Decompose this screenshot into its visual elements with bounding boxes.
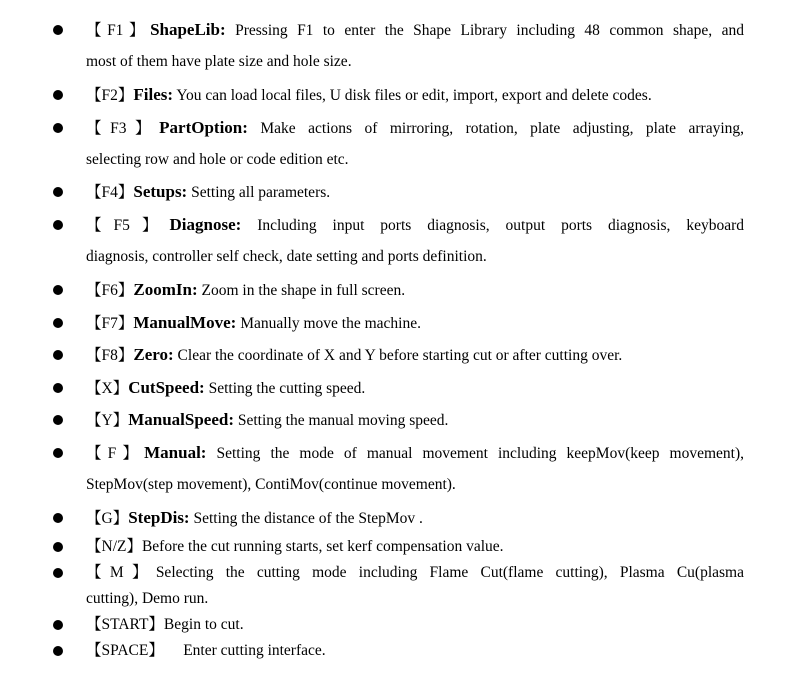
bullet-icon [53, 383, 63, 393]
function-name: Manual: [144, 443, 207, 462]
item-line [86, 378, 744, 399]
bullet-icon [53, 620, 63, 630]
key-label: 【X】 [86, 380, 129, 397]
description: Setting the distance of the StepMov . [189, 510, 423, 527]
item-line [86, 215, 744, 236]
key-label: 【F】 [86, 445, 145, 462]
function-name: ZoomIn: [133, 280, 198, 299]
function-name: ManualSpeed: [128, 410, 234, 429]
key-label: 【F1】 [86, 22, 151, 39]
bullet-icon [53, 90, 63, 100]
key-label: 【SPACE】 [86, 642, 164, 659]
bullet-icon [53, 220, 63, 230]
item-line [86, 410, 744, 431]
key-label: 【F7】 [86, 315, 134, 332]
description: Setting the cutting speed. [204, 380, 366, 397]
bullet-icon [53, 568, 63, 578]
item-line [86, 182, 744, 203]
description: Begin to cut. [163, 616, 244, 633]
description: Setting the mode of manual movement including keepMov(keep movement), [206, 445, 744, 462]
description-continued: diagnosis, controller self check, date setting and ports definition. [86, 248, 487, 265]
description: Including input ports diagnosis, output ports diagnosis, keyboard [241, 217, 745, 234]
bullet-icon [53, 646, 63, 656]
key-label: 【Y】 [86, 412, 129, 429]
function-name: ShapeLib: [150, 20, 226, 39]
bullet-icon [53, 513, 63, 523]
item-line [86, 443, 744, 464]
bullet-icon [53, 123, 63, 133]
bullet-icon [53, 415, 63, 425]
function-name: ManualMove: [133, 313, 237, 332]
key-label: 【F3】 [86, 120, 160, 137]
key-label: 【G】 [86, 510, 129, 527]
function-name: CutSpeed: [128, 378, 205, 397]
item-line [86, 118, 744, 139]
key-label: 【F8】 [86, 347, 134, 364]
description-continued: cutting), Demo run. [86, 590, 209, 607]
bullet-icon [53, 448, 63, 458]
function-name: Setups: [133, 182, 188, 201]
item-line [86, 563, 744, 583]
description: You can load local files, U disk files or edit, import, export and delete codes. [173, 87, 652, 104]
function-name: Zero: [133, 345, 174, 364]
bullet-icon [53, 285, 63, 295]
description: Setting all parameters. [187, 184, 331, 201]
key-label: 【F6】 [86, 282, 134, 299]
key-label: 【F4】 [86, 184, 134, 201]
description: Enter cutting interface. [163, 642, 326, 659]
description: Clear the coordinate of X and Y before starting cut or after cutting over. [173, 347, 623, 364]
key-label: 【M】 [86, 564, 156, 581]
function-name: PartOption: [159, 118, 248, 137]
item-line [86, 85, 744, 106]
item-line [86, 313, 744, 334]
bullet-icon [53, 542, 63, 552]
description: Selecting the cutting mode including Flame Cut(flame cutting), Plasma Cu(plasma [155, 564, 744, 581]
description-continued: StepMov(step movement), ContiMov(continue movement). [86, 476, 456, 493]
item-line [86, 20, 744, 41]
description: Setting the manual moving speed. [234, 412, 449, 429]
item-line [86, 615, 744, 635]
item-line [86, 537, 744, 557]
key-label: 【F5】 [86, 217, 170, 234]
description-continued: most of them have plate size and hole size. [86, 53, 352, 70]
key-label: 【N/Z】 [86, 538, 142, 555]
function-name: Diagnose: [169, 215, 242, 234]
item-line [86, 508, 744, 529]
item-line [86, 280, 744, 301]
description-continued: selecting row and hole or code edition etc. [86, 151, 349, 168]
bullet-icon [53, 350, 63, 360]
description: Pressing F1 to enter the Shape Library including 48 common shape, and [225, 22, 744, 39]
description: Make actions of mirroring, rotation, plate adjusting, plate arraying, [247, 120, 745, 137]
bullet-icon [53, 25, 63, 35]
function-name: Files: [133, 85, 174, 104]
function-name: StepDis: [128, 508, 190, 527]
key-label: 【START】 [86, 616, 164, 633]
bullet-icon [53, 318, 63, 328]
description: Manually move the machine. [236, 315, 421, 332]
item-line [86, 641, 744, 661]
key-label: 【F2】 [86, 87, 134, 104]
description: Before the cut running starts, set kerf compensation value. [141, 538, 504, 555]
bullet-icon [53, 187, 63, 197]
description: Zoom in the shape in full screen. [197, 282, 406, 299]
item-line [86, 345, 744, 366]
